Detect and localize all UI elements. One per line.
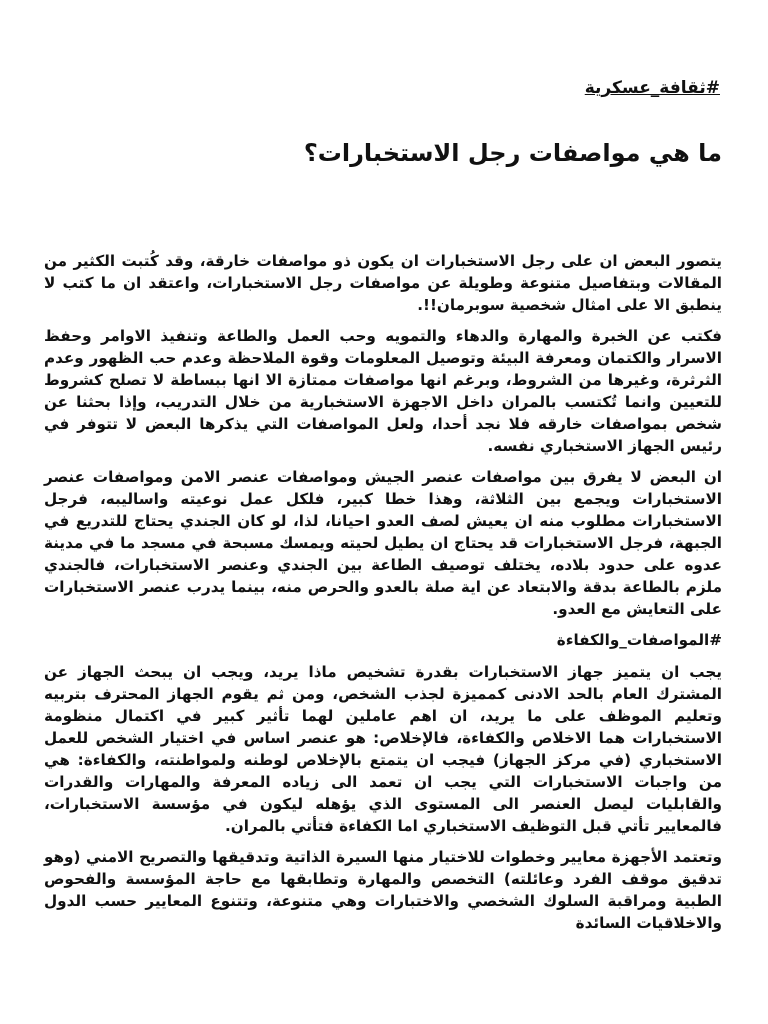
paragraph-5: وتعتمد الأجهزة معايير وخطوات للاختيار منها السيرة الذاتية وتدقيقها والتصريح الامني (وهو تدقيق موقف الفرد وعائلته) التخصص والمهارة وتطابقها مع حاجة المؤسسة والفحوص الطبية ومراقبة السلوك الشخصي والاختبارات وهي متنوعة، وتتنوع المعايير حسب الدول والاخلاقيات السائدة — [44, 848, 722, 932]
paragraph-2: فكتب عن الخبرة والمهارة والدهاء والتمويه وحب العمل والطاعة وتنفيذ الاوامر وحفظ الاسرار والكتمان ومعرفة البيئة وتوصيل المعلومات وقوة الملاحظة وعدم حب الظهور وعدم الثرثرة، وغيرها من الشروط، وبرغم انها مواصفات ممتازة الا انها ببساطة لا تصلح كشروط للتعيين وانما تُكتسب بالمران داخل الاجهزة الاستخبارية من خلال التدريب، وإذا بحثنا عن شخص بمواصفات خارقه فلا نجد أحدا، ولعل المواصفات التي يذكرها البعض لا تتوفر في رئيس الجهاز الاستخباري نفسه. — [44, 327, 722, 455]
page-title: ما هي مواصفات رجل الاستخبارات؟ — [303, 139, 722, 167]
paragraph-1: يتصور البعض ان على رجل الاستخبارات ان يكون ذو مواصفات خارقة، وقد كُتبت الكثير من المقالات وبتفاصيل متنوعة وطويلة عن مواصفات رجل الاستخبارات، واعتقد ان ما كتب لا ينطبق الا على امثال شخصية سوبرمان!!. — [44, 252, 722, 314]
hashtag-heading: #ثقافة_عسكرية — [584, 78, 720, 98]
paragraph-3: ان البعض لا يفرق بين مواصفات عنصر الجيش ومواصفات عنصر الامن ومواصفات عنصر الاستخبارات ويجمع بين الثلاثة، وهذا خطا كبير، فلكل عمل نوعيته واساليبه، فرجل الاستخبارات مطلوب منه ان يعيش لصف العدو احيانا، لذا، لو كان الجندي يحتاج للتدريع في الجبهة، فرجل الاستخبارات قد يحتاج ان يطيل لحيته ويمسك مسبحة في مسجد ما في مدينة عدوه على حدود بلاده، يختلف توصيف الطاعة بين الجندي وعنصر الاستخبارات، فالجندي ملزم بالطاعة بدقة والابتعاد عن اية صلة بالعدو والحرص منه، بينما يدرب عنصر الاستخبارات على التعايش مع العدو. — [44, 468, 722, 618]
section-subheading: #المواصفات_والكفاءة — [556, 631, 722, 649]
paragraph-4: يجب ان يتميز جهاز الاستخبارات بقدرة تشخيص ماذا يريد، ويجب ان يبحث الجهاز عن المشترك العام بالحد الادنى كمميزة لجذب الشخص، ومن ثم يقوم الجهاز المحترف بتربيه وتعليم الموظف على ما يريد، ان اهم عاملين لهما تأثير كبير في اكتمال منظومة الاستخبارات هما الاخلاص والكفاءة، فالإخلاص: هو عنصر اساس في اختيار الشخص للعمل الاستخباري (في مركز الجهاز) فيجب ان يتمتع بالإخلاص لوطنه ولمواطنته، والكفاءة: هي من واجبات الاستخبارات التي يجب ان تعمد الى زياده المعرفة والمهارات والقدرات والقابليات ليصل العنصر الى المستوى الذي يؤهله ليكون في مؤسسة الاستخبارات، فالمعايير تأتي قبل التوظيف الاستخباري اما الكفاءة فتأتي بالمران. — [44, 663, 722, 835]
